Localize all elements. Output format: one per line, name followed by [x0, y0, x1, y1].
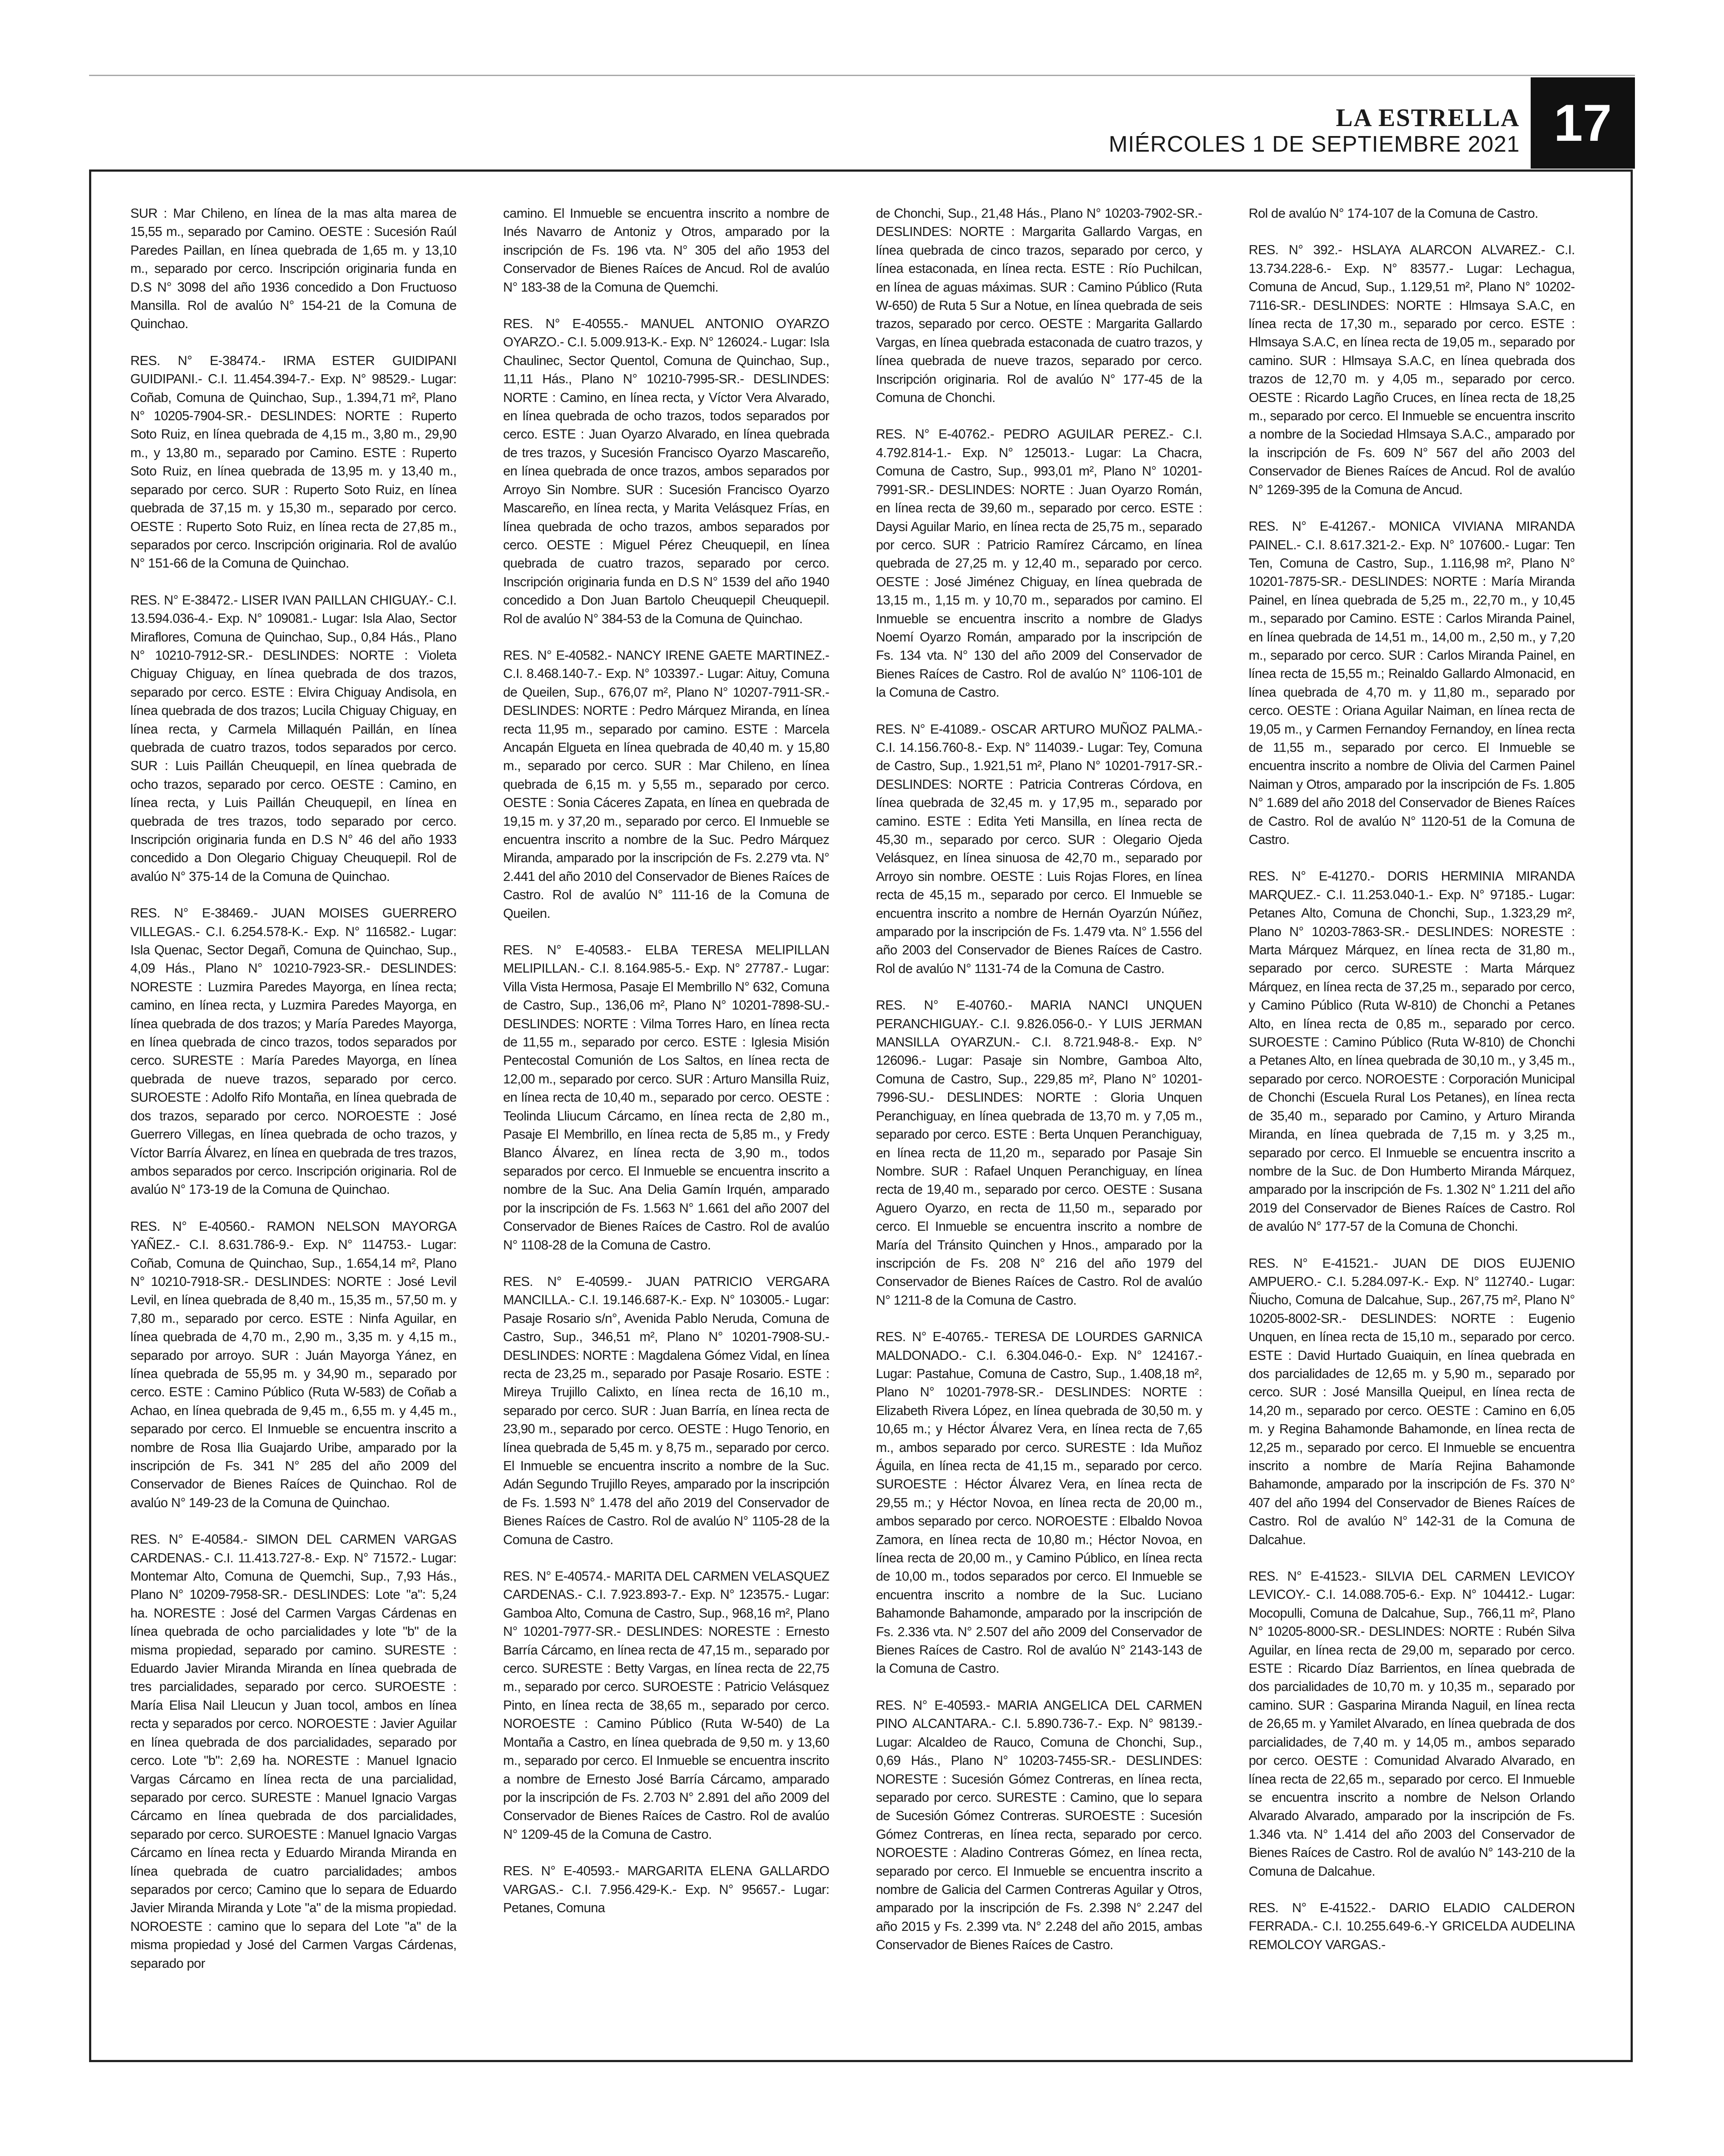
notice-entry: RES. N° E-40760.- MARIA NANCI UNQUEN PERANCHIGUAY.- C.I. 9.826.056-0.- Y LUIS JERMAN MANSILLA OYARZUN.- C.I. 8.721.948-8.- Exp. N° 126096.- Lugar: Pasaje sin Nombre, Gamboa Alto, Comuna de Castro, Sup., 229,85 m², Plano N° 10201-7996-SU.- DESLINDES: NORTE : Gloria Unquen Peranchiguay, en línea quebrada de 13,70 m. y 7,05 m., separado por cerco. ESTE : Berta Unquen Peranchiguay, en línea recta de 11,20 m., separado por Pasaje Sin Nombre. SUR : Rafael Unquen Peranchiguay, en línea recta de 19,40 m., separado por cerco. OESTE : Susana Aguero Oyarzo, en recta de 11,50 m., separado por cerco. El Inmueble se encuentra inscrito a nombre de María del Tránsito Quinchen y Hnos., amparado por la inscripción de Fs. 208 N° 216 del año 1979 del Conservador de Bienes Raíces de Castro. Rol de avalúo N° 1211-8 de la Comuna de Castro.	[876, 997, 1202, 1308]
issue-date: MIÉRCOLES 1 DE SEPTIEMBRE 2021	[1108, 132, 1520, 157]
notice-entry: camino. El Inmueble se encuentra inscrito a nombre de Inés Navarro de Antoniz y Otros, amparado por la inscripción de Fs. 196 vta. N° 305 del año 1953 del Conservador de Bienes Raíces de Ancud. Rol de avalúo N° 183-38 de la Comuna de Quemchi.	[503, 206, 829, 295]
notice-entry: SUR : Mar Chileno, en línea de la mas alta marea de 15,55 m., separado por Camino. OESTE : Sucesión Raúl Paredes Paillan, en línea quebrada de 1,65 m. y 13,10 m., separado por cerco. Inscripción originaria funda en D.S N° 3098 del año 1936 concedido a Don Fructuoso Mansilla. Rol de avalúo N° 154-21 de la Comuna de Quinchao.	[130, 206, 457, 332]
notice-entry: de Chonchi, Sup., 21,48 Hás., Plano N° 10203-7902-SR.- DESLINDES: NORTE : Margarita Gallardo Vargas, en línea quebrada de cinco trazos, separado por cerco, y línea estaconada, en línea recta. ESTE : Río Puchilcan, en línea de aguas máximas. SUR : Camino Público (Ruta W-650) de Ruta 5 Sur a Notue, en línea quebrada de seis trazos, separado por cerco. OESTE : Margarita Gallardo Vargas, en línea quebrada estaconada de cuatro trazos, y línea quebrada de nueve trazos, separado por cerco. Inscripción originaria. Rol de avalúo N° 177-45 de la Comuna de Chonchi.	[876, 206, 1202, 405]
column-2	[503, 204, 836, 2047]
notice-entry: RES. N° E-40762.- PEDRO AGUILAR PEREZ.- C.I. 4.792.814-1.- Exp. N° 125013.- Lugar: La Chacra, Comuna de Castro, Sup., 993,01 m², Plano N° 10201-7991-SR.- DESLINDES: NORTE : Juan Oyarzo Román, en línea recta de 39,60 m., separado por cerco. ESTE : Daysi Aguilar Mario, en línea recta de 25,75 m., separado por cerco. SUR : Patricio Ramírez Cárcamo, en línea quebrada de 27,25 m. y 12,40 m., separado por cerco. OESTE : José Jiménez Chiguay, en línea quebrada de 13,15 m., 1,15 m. y 10,70 m., separados por camino. El Inmueble se encuentra inscrito a nombre de Gladys Noemí Oyarzo Román, amparado por la inscripción de Fs. 134 vta. N° 130 del año 2009 del Conservador de Bienes Raíces de Castro. Rol de avalúo N° 1106-101 de la Comuna de Castro.	[876, 426, 1202, 700]
notice-entry: RES. N° E-40582.- NANCY IRENE GAETE MARTINEZ.- C.I. 8.468.140-7.- Exp. N° 103397.- Lugar: Aituy, Comuna de Queilen, Sup., 676,07 m², Plano N° 10207-7911-SR.- DESLINDES: NORTE : Pedro Márquez Miranda, en línea recta 11,95 m., separado por camino. ESTE : Marcela Ancapán Elgueta en línea quebrada de 40,40 m. y 15,80 m., separado por cerco. SUR : Mar Chileno, en línea quebrada de 6,15 m. y 5,55 m., separado por cerco. OESTE : Sonia Cáceres Zapata, en línea en quebrada de 19,15 m. y 37,20 m., separado por cerco. El Inmueble se encuentra inscrito a nombre de la Suc. Pedro Márquez Miranda, amparado por la inscripción de Fs. 2.279 vta. N° 2.441 del año 2010 del Conservador de Bienes Raíces de Castro. Rol de avalúo N° 111-16 de la Comuna de Queilen.	[503, 647, 829, 921]
page-number: 17	[1554, 94, 1612, 152]
notice-entry: RES. N° E-41523.- SILVIA DEL CARMEN LEVICOY LEVICOY.- C.I. 14.088.705-6.- Exp. N° 104412.- Lugar: Mocopulli, Comuna de Dalcahue, Sup., 766,11 m², Plano N° 10205-8000-SR.- DESLINDES: NORTE : Rubén Silva Aguilar, en línea recta de 29,00 m, separado por cerco. ESTE : Ricardo Díaz Barrientos, en línea quebrada de dos parcialidades de 10,70 m. y 10,35 m., separado por camino. SUR : Gasparina Miranda Naguil, en línea recta de 26,65 m. y Yamilet Alvarado, en línea quebrada de dos parcialidades, de 7,40 m. y 14,05 m., ambos separado por cerco. OESTE : Comunidad Alvarado Alvarado, en línea recta de 22,65 m., separado por cerco. El Inmueble se encuentra inscrito a nombre de Nelson Orlando Alvarado Alvarado, amparado por la inscripción de Fs. 1.346 vta. N° 1.414 del año 2003 del Conservador de Bienes Raíces de Castro. Rol de avalúo N° 143-210 de la Comuna de Dalcahue.	[1249, 1568, 1575, 1879]
notice-entry: RES. N° E-40555.- MANUEL ANTONIO OYARZO OYARZO.- C.I. 5.009.913-K.- Exp. N° 126024.- Lugar: Isla Chaulinec, Sector Quentol, Comuna de Quinchao, Sup., 11,11 Hás., Plano N° 10210-7995-SR.- DESLINDES: NORTE : Camino, en línea recta, y Víctor Vera Alvarado, en línea quebrada de ocho trazos, todos separados por cerco. ESTE : Juan Oyarzo Alvarado, en línea quebrada de tres trazos, y Sucesión Francisco Oyarzo Mascareño, en línea quebrada de once trazos, ambos separados por Arroyo Sin Nombre. SUR : Sucesión Francisco Oyarzo Mascareño, en línea recta, y Marita Velásquez Frías, en línea quebrada de ocho trazos, ambos separados por cerco. OESTE : Miguel Pérez Cheuquepil, en línea quebrada de cuatro trazos, separado por cerco. Inscripción originaria funda en D.S N° 1539 del año 1940 concedido a Don Juan Bartolo Cheuquepil Cheuquepil. Rol de avalúo N° 384-53 de la Comuna de Quinchao.	[503, 316, 829, 626]
page-number-box	[1531, 77, 1635, 169]
notice-entry: RES. N° E-41089.- OSCAR ARTURO MUÑOZ PALMA.- C.I. 14.156.760-8.- Exp. N° 114039.- Lugar: Tey, Comuna de Castro, Sup., 1.921,51 m², Plano N° 10201-7917-SR.- DESLINDES: NORTE : Patricia Contreras Córdova, en línea quebrada de 32,45 m. y 17,95 m., separado por camino. ESTE : Edita Yeti Mansilla, en línea recta de 45,30 m., separado por cerco. SUR : Olegario Ojeda Velásquez, en línea sinuosa de 42,70 m., separado por Arroyo sin nombre. OESTE : Luis Rojas Flores, en línea recta de 45,15 m., separado por cerco. El Inmueble se encuentra inscrito a nombre de Hernán Oyarzún Núñez, amparado por la inscripción de Fs. 1.479 vta. N° 1.556 del año 2003 del Conservador de Bienes Raíces de Castro. Rol de avalúo N° 1131-74 de la Comuna de Castro.	[876, 721, 1202, 976]
header-rule	[89, 75, 1635, 76]
notice-entry: RES. N° 392.- HSLAYA ALARCON ALVAREZ.- C.I. 13.734.228-6.- Exp. N° 83577.- Lugar: Lechagua, Comuna de Ancud, Sup., 1.129,51 m², Plano N° 10202-7116-SR.- DESLINDES: NORTE : Hlmsaya S.A.C, en línea recta de 17,30 m., separado por cerco. ESTE : Hlmsaya S.A.C, en línea recta de 19,05 m., separado por camino. SUR : Hlmsaya S.A.C, en línea quebrada dos trazos de 12,70 m. y 4,05 m., separado por cerco. OESTE : Ricardo Lagño Cruces, en línea recta de 18,25 m., separado por cerco. El Inmueble se encuentra inscrito a nombre de la Sociedad Hlmsaya S.A.C., amparado por la inscripción de Fs. 609 N° 567 del año 2003 del Conservador de Bienes Raíces de Ancud. Rol de avalúo N° 1269-395 de la Comuna de Ancud.	[1249, 242, 1575, 497]
column-3	[876, 204, 1209, 2047]
notice-entry: RES. N° E-40583.- ELBA TERESA MELIPILLAN MELIPILLAN.- C.I. 8.164.985-5.- Exp. N° 27787.- Lugar: Villa Vista Hermosa, Pasaje El Membrillo N° 632, Comuna de Castro, Sup., 136,06 m², Plano N° 10201-7898-SU.- DESLINDES: NORTE : Vilma Torres Haro, en línea recta de 11,55 m., separado por cerco. ESTE : Iglesia Misión Pentecostal Comunión de Los Saltos, en línea recta de 12,00 m., separado por cerco. SUR : Arturo Mansilla Ruiz, en línea recta de 10,40 m., separado por cerco. OESTE : Teolinda Lliucum Cárcamo, en línea recta de 2,80 m., Pasaje El Membrillo, en línea recta de 5,85 m., y Fredy Blanco Álvarez, en línea recta de 3,90 m., todos separados por cerco. El Inmueble se encuentra inscrito a nombre de la Suc. Ana Delia Gamín Irquén, amparado por la inscripción de Fs. 1.563 N° 1.661 del año 2007 del Conservador de Bienes Raíces de Castro. Rol de avalúo N° 1108-28 de la Comuna de Castro.	[503, 942, 829, 1252]
notice-entry: RES. N° E-41270.- DORIS HERMINIA MIRANDA MARQUEZ.- C.I. 11.253.040-1.- Exp. N° 97185.- Lugar: Petanes Alto, Comuna de Chonchi, Sup., 1.323,29 m², Plano N° 10203-7863-SR.- DESLINDES: NORESTE : Marta Márquez Márquez, en línea recta de 31,80 m., separado por cerco. SURESTE : Marta Márquez Márquez, en línea recta de 37,25 m., separado por cerco, y Camino Público (Ruta W-810) de Chonchi a Petanes Alto, en línea recta de 0,85 m., separado por cerco. SUROESTE : Camino Público (Ruta W-810) de Chonchi a Petanes Alto, en línea quebrada de 30,10 m., y 3,45 m., separado por cerco. NOROESTE : Corporación Municipal de Chonchi (Escuela Rural Los Petanes), en línea recta de 35,40 m., separado por Camino, y Arturo Miranda Miranda, en línea quebrada de 7,15 m. y 3,25 m., separado por cerco. El Inmueble se encuentra inscrito a nombre de la Suc. de Don Humberto Miranda Márquez, amparado por la inscripción de Fs. 1.302 N° 1.211 del año 2019 del Conservador de Bienes Raíces de Castro. Rol de avalúo N° 177-57 de la Comuna de Chonchi.	[1249, 868, 1575, 1234]
notice-entry: RES. N° E-40599.- JUAN PATRICIO VERGARA MANCILLA.- C.I. 19.146.687-K.- Exp. N° 103005.- Lugar: Pasaje Rosario s/n°, Avenida Pablo Neruda, Comuna de Castro, Sup., 346,51 m², Plano N° 10201-7908-SU.- DESLINDES: NORTE : Magdalena Gómez Vidal, en línea recta de 23,25 m., separado por Pasaje Rosario. ESTE : Mireya Trujillo Calixto, en línea recta de 16,10 m., separado por cerco. SUR : Juan Barría, en línea recta de 23,90 m., separado por cerco. OESTE : Hugo Tenorio, en línea quebrada de 5,45 m. y 8,75 m., separado por cerco. El Inmueble se encuentra inscrito a nombre de la Suc. Adán Segundo Trujillo Reyes, amparado por la inscripción de Fs. 1.593 N° 1.478 del año 2019 del Conservador de Bienes Raíces de Castro. Rol de avalúo N° 1105-28 de la Comuna de Castro.	[503, 1273, 829, 1547]
newspaper-name: LA ESTRELLA	[1336, 103, 1520, 132]
notice-entry: RES. N° E-38472.- LISER IVAN PAILLAN CHIGUAY.- C.I. 13.594.036-4.- Exp. N° 109081.- Lugar: Isla Alao, Sector Miraflores, Comuna de Quinchao, Sup., 0,84 Hás., Plano N° 10210-7912-SR.- DESLINDES: NORTE : Violeta Chiguay Chiguay, en línea quebrada de dos trazos, separado por cerco. ESTE : Elvira Chiguay Andisola, en línea quebrada de dos trazos; Lucila Chiguay Chiguay, en línea recta, y Carmela Millaquén Paillán, en línea quebrada de cuatro trazos, todos separados por cerco. SUR : Luis Paillán Cheuquepil, en línea quebrada de ocho trazos, separado por cerco. OESTE : Camino, en línea recta, y Luis Paillán Cheuquepil, en línea en quebrada de tres trazos, todo separado por cerco. Inscripción originaria funda en D.S N° 46 del año 1933 concedido a Don Olegario Chiguay Cheuquepil. Rol de avalúo N° 375-14 de la Comuna de Quinchao.	[130, 592, 457, 884]
notice-entry: RES. N° E-40593.- MARIA ANGELICA DEL CARMEN PINO ALCANTARA.- C.I. 5.890.736-7.- Exp. N° 98139.- Lugar: Alcaldeo de Rauco, Comuna de Chonchi, Sup., 0,69 Hás., Plano N° 10203-7455-SR.- DESLINDES: NORESTE : Sucesión Gómez Contreras, en línea recta, separado por cerco. SURESTE : Camino, que lo separa de Sucesión Gómez Contreras. SUROESTE : Sucesión Gómez Contreras, en línea recta, separado por cerco. NOROESTE : Aladino Contreras Gómez, en línea recta, separado por cerco. El Inmueble se encuentra inscrito a nombre de Galicia del Carmen Contreras Aguilar y Otros, amparado por la inscripción de Fs. 2.398 N° 2.247 del año 2015 y Fs. 2.399 vta. N° 2.248 del año 2015, ambas Conservador de Bienes Raíces de Castro.	[876, 1697, 1202, 1953]
notice-entry: RES. N° E-40765.- TERESA DE LOURDES GARNICA MALDONADO.- C.I. 6.304.046-0.- Exp. N° 124167.- Lugar: Pastahue, Comuna de Castro, Sup., 1.408,18 m², Plano N° 10201-7978-SR.- DESLINDES: NORTE : Elizabeth Rivera López, en línea quebrada de 30,50 m. y 10,65 m.; y Héctor Álvarez Vera, en línea recta de 7,65 m., ambos separado por cerco. SURESTE : Ida Muñoz Águila, en línea recta de 41,15 m., separado por cerco. SUROESTE : Héctor Álvarez Vera, en línea recta de 29,55 m.; y Héctor Novoa, en línea recta de 20,00 m., ambos separado por cerco. NOROESTE : Elbaldo Novoa Zamora, en línea recta de 10,80 m.; Héctor Novoa, en línea recta de 20,00 m., y Camino Público, en línea recta de 10,00 m., todos separados por cerco. El Inmueble se encuentra inscrito a nombre de la Suc. Luciano Bahamonde Bahamonde, amparado por la inscripción de Fs. 2.336 vta. N° 2.507 del año 2009 del Conservador de Bienes Raíces de Castro. Rol de avalúo N° 2143-143 de la Comuna de Castro.	[876, 1329, 1202, 1676]
notice-entry: RES. N° E-38469.- JUAN MOISES GUERRERO VILLEGAS.- C.I. 6.254.578-K.- Exp. N° 116582.- Lugar: Isla Quenac, Sector Degañ, Comuna de Quinchao, Sup., 4,09 Hás., Plano N° 10210-7923-SR.- DESLINDES: NORESTE : Luzmira Paredes Mayorga, en línea recta; camino, en línea recta, y Luzmira Paredes Mayorga, en línea quebrada de dos trazos; y María Paredes Mayorga, en línea quebrada de cinco trazos, todos separados por cerco. SURESTE : María Paredes Mayorga, en línea quebrada de nueve trazos, separado por cerco. SUROESTE : Adolfo Rifo Montaña, en línea quebrada de dos trazos, separado por cerco. NOROESTE : José Guerrero Villegas, en línea quebrada de ocho trazos, y Víctor Barría Álvarez, en línea en quebrada de tres trazos, ambos separados por cerco. Inscripción originaria. Rol de avalúo N° 173-19 de la Comuna de Quinchao.	[130, 905, 457, 1197]
column-1	[130, 204, 463, 2047]
masthead	[1109, 104, 1520, 157]
notice-entry: RES. N° E-41521.- JUAN DE DIOS EUJENIO AMPUERO.- C.I. 5.284.097-K.- Exp. N° 112740.- Lugar: Ñiucho, Comuna de Dalcahue, Sup., 267,75 m², Plano N° 10205-8002-SR.- DESLINDES: NORTE : Eugenio Unquen, en línea recta de 15,10 m., separado por cerco. ESTE : David Hurtado Guaiquin, en línea quebrada en dos parcialidades de 12,65 m. y 5,90 m., separado por cerco. SUR : José Mansilla Queipul, en línea recta de 14,20 m., separado por cerco. OESTE : Camino en 6,05 m. y Regina Bahamonde Bahamonde, en línea recta de 12,25 m., separado por cerco. El Inmueble se encuentra inscrito a nombre de María Rejina Bahamonde Bahamonde, amparado por la inscripción de Fs. 370 N° 407 del año 1994 del Conservador de Bienes Raíces de Castro. Rol de avalúo N° 142-31 de la Comuna de Dalcahue.	[1249, 1255, 1575, 1547]
notice-entry: RES. N° E-38474.- IRMA ESTER GUIDIPANI GUIDIPANI.- C.I. 11.454.394-7.- Exp. N° 98529.- Lugar: Coñab, Comuna de Quinchao, Sup., 1.394,71 m², Plano N° 10205-7904-SR.- DESLINDES: NORTE : Ruperto Soto Ruiz, en línea quebrada de 4,15 m., 3,80 m., 29,90 m., y 13,80 m., separado por Camino. ESTE : Ruperto Soto Ruiz, en línea quebrada de 13,95 m. y 13,40 m., separado por cerco. SUR : Ruperto Soto Ruiz, en línea quebrada de 37,15 m. y 15,30 m., separado por cerco. OESTE : Ruperto Soto Ruiz, en línea recta de 27,85 m., separados por cerco. Inscripción originaria. Rol de avalúo N° 151-66 de la Comuna de Quinchao.	[130, 352, 457, 571]
notice-entry: RES. N° E-40560.- RAMON NELSON MAYORGA YAÑEZ.- C.I. 8.631.786-9.- Exp. N° 114753.- Lugar: Coñab, Comuna de Quinchao, Sup., 1.654,14 m², Plano N° 10210-7918-SR.- DESLINDES: NORTE : José Levil Levil, en línea quebrada de 8,40 m., 15,35 m., 57,50 m. y 7,80 m., separado por cerco. ESTE : Ninfa Aguilar, en línea quebrada de 4,70 m., 2,90 m., 3,35 m. y 4,15 m., separado por arroyo. SUR : Juán Mayorga Yánez, en línea quebrada de 55,95 m. y 34,90 m., separado por cerco. ESTE : Camino Público (Ruta W-583) de Coñab a Achao, en línea quebrada de 9,45 m., 6,55 m. y 4,45 m., separado por cerco. El Inmueble se encuentra inscrito a nombre de Rosa Ilia Guajardo Uribe, amparado por la inscripción de Fs. 341 N° 285 del año 2009 del Conservador de Bienes Raíces de Quinchao. Rol de avalúo N° 149-23 de la Comuna de Quinchao.	[130, 1218, 457, 1510]
notice-entry: RES. N° E-40574.- MARITA DEL CARMEN VELASQUEZ CARDENAS.- C.I. 7.923.893-7.- Exp. N° 123575.- Lugar: Gamboa Alto, Comuna de Castro, Sup., 968,16 m², Plano N° 10201-7977-SR.- DESLINDES: NORESTE : Ernesto Barría Cárcamo, en línea recta de 47,15 m., separado por cerco. SURESTE : Betty Vargas, en línea recta de 22,75 m., separado por cerco. SUROESTE : Patricio Velásquez Pinto, en línea recta de 38,65 m., separado por cerco. NOROESTE : Camino Público (Ruta W-540) de La Montaña a Castro, en línea quebrada de 9,50 m. y 13,60 m., separado por cerco. El Inmueble se encuentra inscrito a nombre de Ernesto José Barría Cárcamo, amparado por la inscripción de Fs. 2.703 N° 2.891 del año 2009 del Conservador de Bienes Raíces de Castro. Rol de avalúo N° 1209-45 de la Comuna de Castro.	[503, 1568, 829, 1842]
notice-entry: Rol de avalúo N° 174-107 de la Comuna de Castro.	[1249, 206, 1538, 221]
notice-entry: RES. N° E-41267.- MONICA VIVIANA MIRANDA PAINEL.- C.I. 8.617.321-2.- Exp. N° 107600.- Lugar: Ten Ten, Comuna de Castro, Sup., 1.116,98 m², Plano N° 10201-7875-SR.- DESLINDES: NORTE : María Miranda Painel, en línea quebrada de 5,25 m., 22,70 m., y 10,45 m., separado por Camino. ESTE : Carlos Miranda Painel, en línea quebrada de 14,51 m., 14,00 m., 2,50 m., y 7,20 m., separado por cerco. SUR : Carlos Miranda Painel, en línea recta de 15,55 m.; Reinaldo Gallardo Almonacid, en línea quebrada de 4,70 m. y 11,80 m., separado por cerco. OESTE : Oriana Aguilar Naiman, en línea recta de 19,05 m., y Carmen Fernandoy Fernandoy, en línea recta de 11,55 m., separado por cerco. El Inmueble se encuentra inscrito a nombre de Olivia del Carmen Painel Naiman y Otros, amparado por la inscripción de Fs. 1.805 N° 1.689 del año 2018 del Conservador de Bienes Raíces de Castro. Rol de avalúo N° 1120-51 de la Comuna de Castro.	[1249, 518, 1575, 847]
notice-entry: RES. N° E-40584.- SIMON DEL CARMEN VARGAS CARDENAS.- C.I. 11.413.727-8.- Exp. N° 71572.- Lugar: Montemar Alto, Comuna de Quemchi, Sup., 7,93 Hás., Plano N° 10209-7958-SR.- DESLINDES: Lote "a": 5,24 ha. NORESTE : José del Carmen Vargas Cárdenas en línea quebrada de ocho parcialidades y lote "b" de la misma propiedad, separado por camino. SURESTE : Eduardo Javier Miranda Miranda en línea quebrada de tres parcialidades, separado por cerco. SUROESTE : María Elisa Nail Lleucun y Juan tocol, ambos en línea recta y separados por cerco. NOROESTE : Javier Aguilar en línea quebrada de dos parcialidades, separado por cerco. Lote "b": 2,69 ha. NORESTE : Manuel Ignacio Vargas Cárcamo en línea recta de una parcialidad, separado por cerco. SURESTE : Manuel Ignacio Vargas Cárcamo en línea quebrada de dos parcialidades, separado por cerco. SUROESTE : Manuel Ignacio Vargas Cárcamo en línea recta y Eduardo Miranda Miranda en línea quebrada de cuatro parcialidades; ambos separados por cerco; Camino que lo separa de Eduardo Javier Miranda Miranda y Lote "a" de la misma propiedad. NOROESTE : camino que lo separa del Lote "a" de la misma propiedad y José del Carmen Vargas Cárdenas, separado por	[130, 1531, 457, 1971]
notice-columns	[130, 204, 1581, 2047]
column-4	[1249, 204, 1581, 2047]
notice-entry: RES. N° E-40593.- MARGARITA ELENA GALLARDO VARGAS.- C.I. 7.956.429-K.- Exp. N° 95657.- Lugar: Petanes, Comuna	[503, 1863, 829, 1915]
notice-entry: RES. N° E-41522.- DARIO ELADIO CALDERON FERRADA.- C.I. 10.255.649-6.-Y GRICELDA AUDELINA REMOLCOY VARGAS.-	[1249, 1900, 1575, 1952]
